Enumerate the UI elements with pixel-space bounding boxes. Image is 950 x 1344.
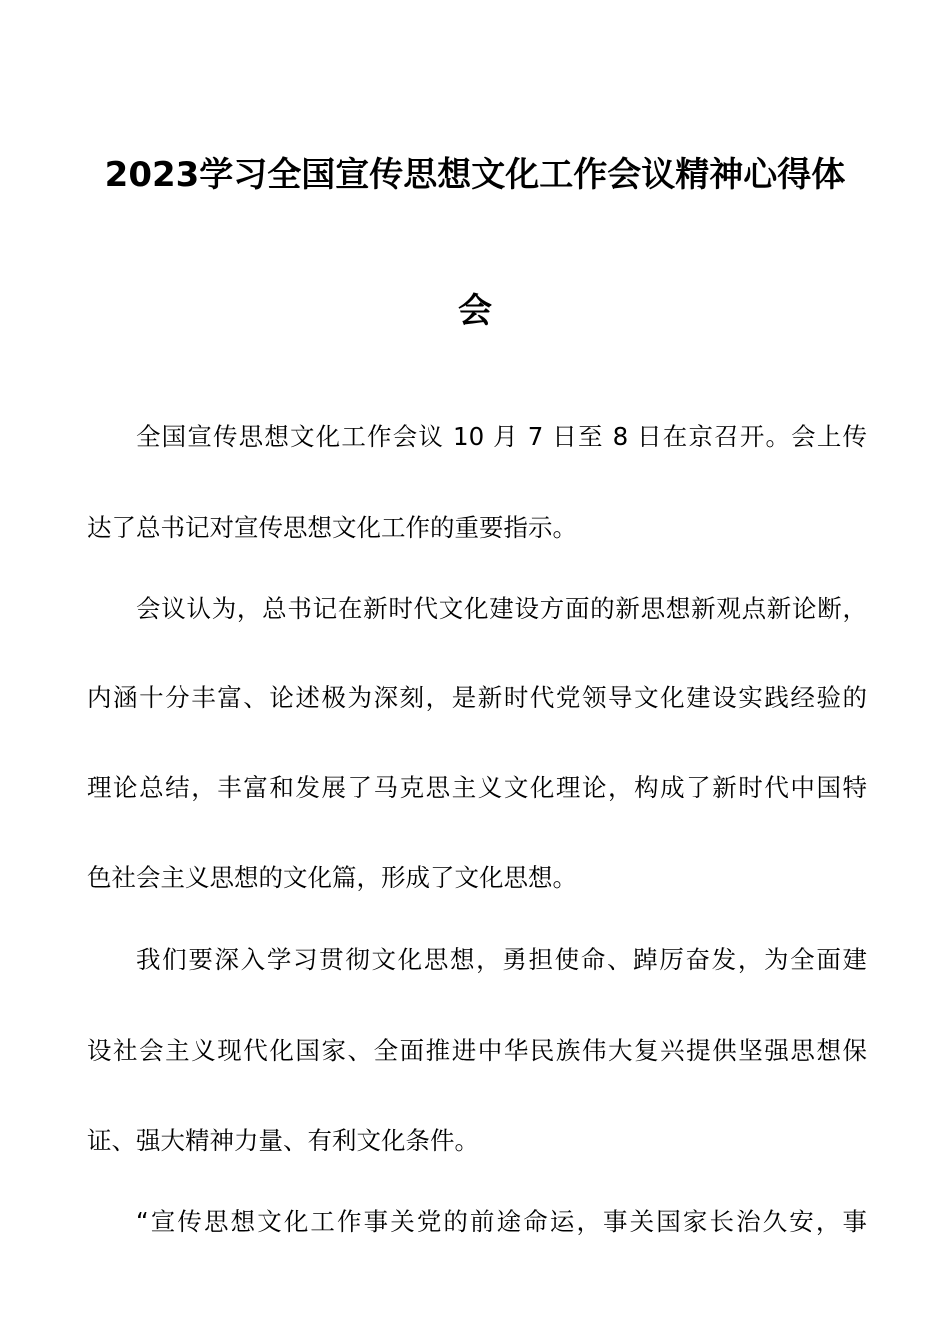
paragraph-3-line-1: 我们要深入学习贯彻文化思想，勇担使命、踔厉奋发，为全面建 bbox=[136, 945, 867, 974]
document-title-line-2: 会 bbox=[458, 291, 492, 331]
paragraph-2-line-4: 色社会主义思想的文化篇，形成了文化思想。 bbox=[87, 863, 577, 892]
paragraph-4-line-1: “宣传思想文化工作事关党的前途命运，事关国家长治久安，事 bbox=[136, 1207, 867, 1236]
paragraph-2-line-1: 会议认为，总书记在新时代文化建设方面的新思想新观点新论断， bbox=[136, 594, 867, 623]
paragraph-1-line-2: 达了总书记对宣传思想文化工作的重要指示。 bbox=[87, 513, 577, 542]
paragraph-2-line-3: 理论总结，丰富和发展了马克思主义文化理论，构成了新时代中国特 bbox=[87, 773, 867, 802]
paragraph-2-line-2: 内涵十分丰富、论述极为深刻，是新时代党领导文化建设实践经验的 bbox=[87, 683, 867, 712]
paragraph-1-line-1: 全国宣传思想文化工作会议 10 月 7 日至 8 日在京召开。会上传 bbox=[136, 422, 867, 451]
document-title-line-1: 2023学习全国宣传思想文化工作会议精神心得体 bbox=[104, 155, 846, 195]
paragraph-3-line-2: 设社会主义现代化国家、全面推进中华民族伟大复兴提供坚强思想保 bbox=[87, 1036, 867, 1065]
paragraph-3-line-3: 证、强大精神力量、有利文化条件。 bbox=[87, 1126, 479, 1155]
